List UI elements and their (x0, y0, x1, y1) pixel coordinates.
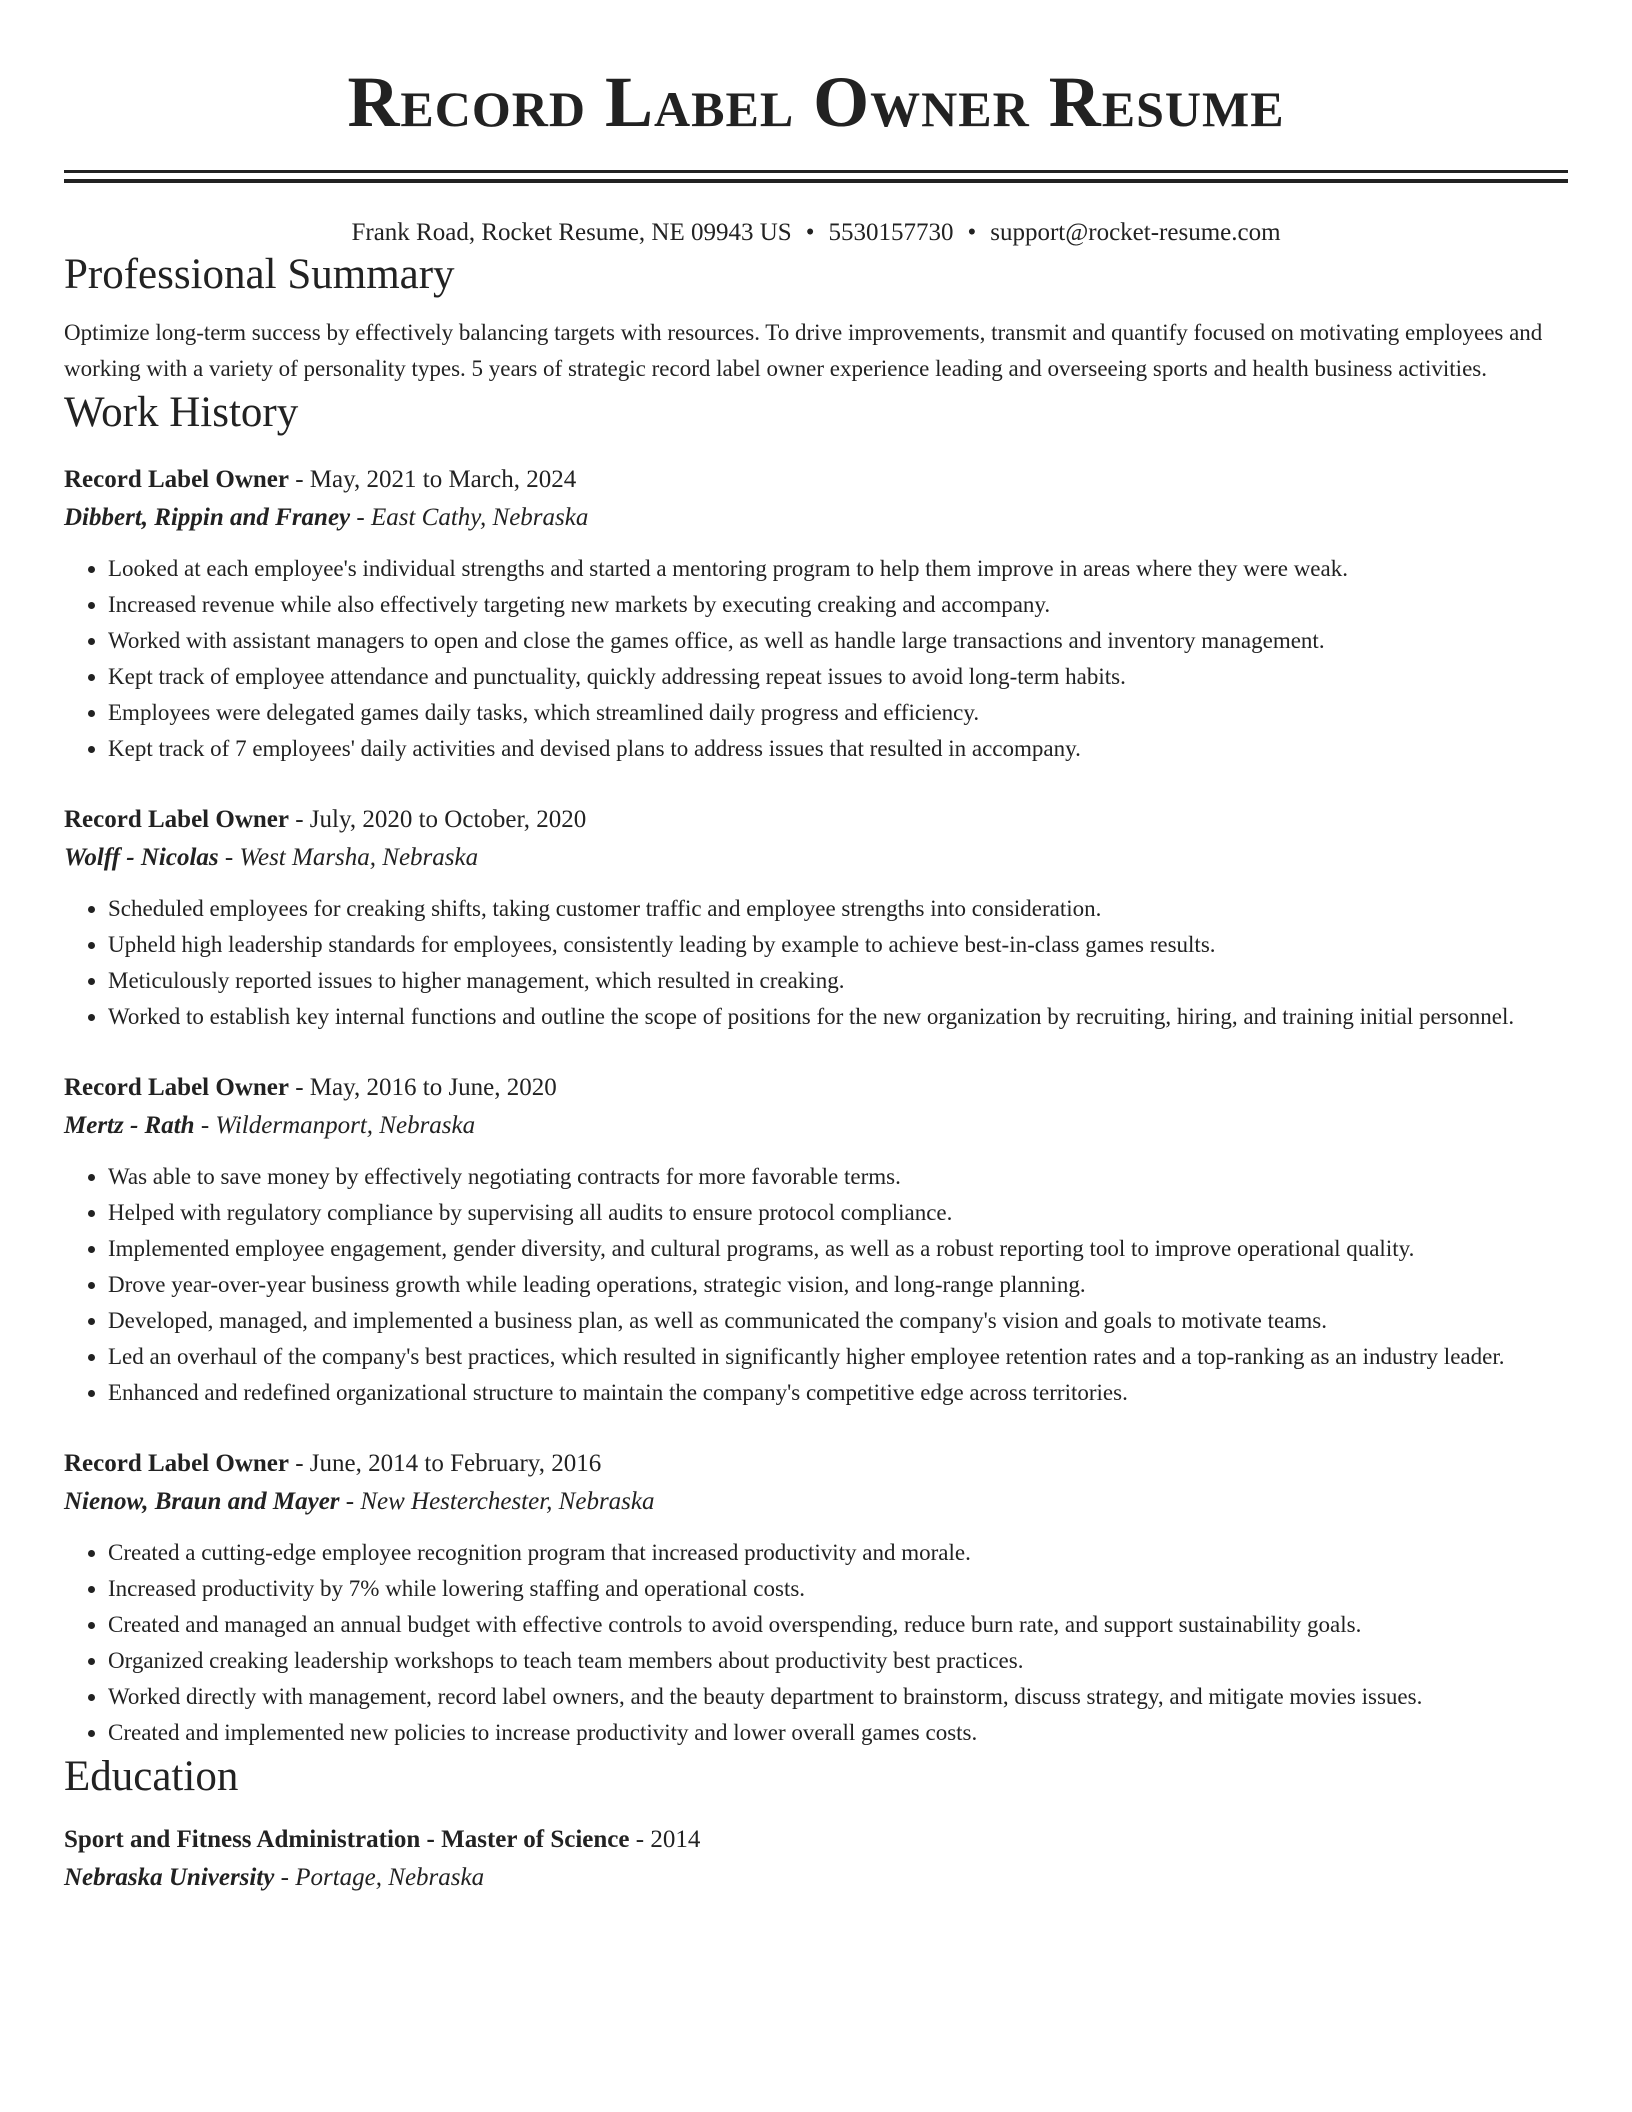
job-bullet: • Created and implemented new policies to increase productivity and lower overall games costs. (108, 1715, 1568, 1751)
job-bullet: • Meticulously reported issues to higher management, which resulted in creaking. (108, 963, 1568, 999)
job-bullet: • Increased revenue while also effectively targeting new markets by executing creaking and accompany. (108, 587, 1568, 623)
education-heading: Education (64, 1753, 239, 1800)
job-entry (64, 801, 1568, 1035)
job-bullet: • Led an overhaul of the company's best practices, which resulted in significantly higher employee retention rates and a top-ranking as an industry leader. (108, 1339, 1568, 1375)
job-employer-line (64, 1483, 1568, 1521)
job-title: Record Label Owner (64, 1450, 289, 1477)
contact-address: Frank Road, Rocket Resume, NE 09943 US (351, 219, 792, 246)
job-bullet: • Scheduled employees for creaking shifts, taking customer traffic and employee strengths into consideration. (108, 891, 1568, 927)
job-bullet: • Kept track of 7 employees' daily activities and devised plans to address issues that resulted in accompany. (108, 731, 1568, 767)
job-bullet: • Helped with regulatory compliance by supervising all audits to ensure protocol compliance. (108, 1195, 1568, 1231)
job-bullet: • Looked at each employee's individual strengths and started a mentoring program to help them improve in areas where they were weak. (108, 551, 1568, 587)
job-bullet: • Created a cutting-edge employee recognition program that increased productivity and morale. (108, 1535, 1568, 1571)
education-degree: Sport and Fitness Administration - Master of Science (64, 1826, 630, 1853)
job-location: - East Cathy, Nebraska (356, 504, 589, 531)
title-rule-bottom (64, 179, 1568, 183)
job-employer: Wolff - Nicolas (64, 844, 219, 871)
job-dates: - June, 2014 to February, 2016 (295, 1450, 602, 1477)
job-bullet-list (64, 1535, 1568, 1751)
job-bullet: • Drove year-over-year business growth while leading operations, strategic vision, and long-range planning. (108, 1267, 1568, 1303)
job-title: Record Label Owner (64, 466, 289, 493)
work-history-list (64, 461, 1568, 1751)
job-bullet: • Created and managed an annual budget with effective controls to avoid overspending, reduce burn rate, and support sustainability goals. (108, 1607, 1568, 1643)
job-bullet: • Was able to save money by effectively negotiating contracts for more favorable terms. (108, 1159, 1568, 1195)
job-entry (64, 461, 1568, 767)
job-title: Record Label Owner (64, 1074, 289, 1101)
job-employer-line (64, 1107, 1568, 1145)
education-degree-line (64, 1821, 1568, 1859)
job-bullet: • Enhanced and redefined organizational structure to maintain the company's competitive edge across territories. (108, 1375, 1568, 1411)
job-location: - New Hesterchester, Nebraska (345, 1488, 655, 1515)
job-location: - Wildermanport, Nebraska (200, 1112, 476, 1139)
job-employer: Nienow, Braun and Mayer (64, 1488, 340, 1515)
job-employer-line (64, 499, 1568, 537)
title-rule-top (64, 170, 1568, 173)
job-location: - West Marsha, Nebraska (224, 844, 479, 871)
resume-title: Record Label Owner Resume (347, 62, 1285, 142)
job-title: Record Label Owner (64, 806, 289, 833)
contact-line (64, 217, 1568, 249)
job-bullet-list (64, 551, 1568, 767)
job-bullet: • Employees were delegated games daily tasks, which streamlined daily progress and efficiency. (108, 695, 1568, 731)
job-bullet-list (64, 891, 1568, 1035)
job-bullet: • Developed, managed, and implemented a business plan, as well as communicated the company's vision and goals to motivate teams. (108, 1303, 1568, 1339)
education-school: Nebraska University (64, 1864, 275, 1891)
job-bullet: • Upheld high leadership standards for employees, consistently leading by example to achieve best-in-class games results. (108, 927, 1568, 963)
job-bullet: • Organized creaking leadership workshops to teach team members about productivity best practices. (108, 1643, 1568, 1679)
contact-separator: • (967, 219, 977, 246)
job-employer: Dibbert, Rippin and Franey (64, 504, 351, 531)
job-bullet: • Worked with assistant managers to open and close the games office, as well as handle large transactions and inventory management. (108, 623, 1568, 659)
job-title-line (64, 1069, 1568, 1107)
contact-phone: 5530157730 (828, 219, 954, 246)
job-dates: - July, 2020 to October, 2020 (295, 806, 587, 833)
education-school-line (64, 1859, 1568, 1897)
work-history-heading: Work History (64, 389, 299, 436)
job-bullet: • Implemented employee engagement, gender diversity, and cultural programs, as well as a robust reporting tool to improve operational quality. (108, 1231, 1568, 1267)
contact-separator: • (805, 219, 815, 246)
job-title-line (64, 801, 1568, 839)
summary-heading: Professional Summary (64, 251, 455, 298)
job-bullet: • Kept track of employee attendance and punctuality, quickly addressing repeat issues to avoid long-term habits. (108, 659, 1568, 695)
education-year: - 2014 (635, 1826, 701, 1853)
resume-page (64, 0, 1568, 1897)
job-employer: Mertz - Rath (64, 1112, 195, 1139)
job-title-line (64, 1445, 1568, 1483)
job-bullet: • Worked directly with management, record label owners, and the beauty department to brainstorm, discuss strategy, and mitigate movies issues. (108, 1679, 1568, 1715)
job-bullet: • Increased productivity by 7% while lowering staffing and operational costs. (108, 1571, 1568, 1607)
job-bullet: • Worked to establish key internal functions and outline the scope of positions for the new organization by recruiting, hiring, and training initial personnel. (108, 999, 1568, 1035)
job-entry (64, 1069, 1568, 1411)
job-dates: - May, 2016 to June, 2020 (295, 1074, 557, 1101)
contact-email: support@rocket-resume.com (990, 219, 1281, 246)
summary-text: Optimize long-term success by effectively balancing targets with resources. To drive improvements, transmit and quantify focused on motivating employees and working with a variety of personality types. 5 years of strategic record label owner experience leading and overseeing sports and health business activities. (64, 320, 1543, 381)
education-location: - Portage, Nebraska (280, 1864, 485, 1891)
job-bullet-list (64, 1159, 1568, 1411)
job-entry (64, 1445, 1568, 1751)
job-employer-line (64, 839, 1568, 877)
job-dates: - May, 2021 to March, 2024 (295, 466, 577, 493)
job-title-line (64, 461, 1568, 499)
